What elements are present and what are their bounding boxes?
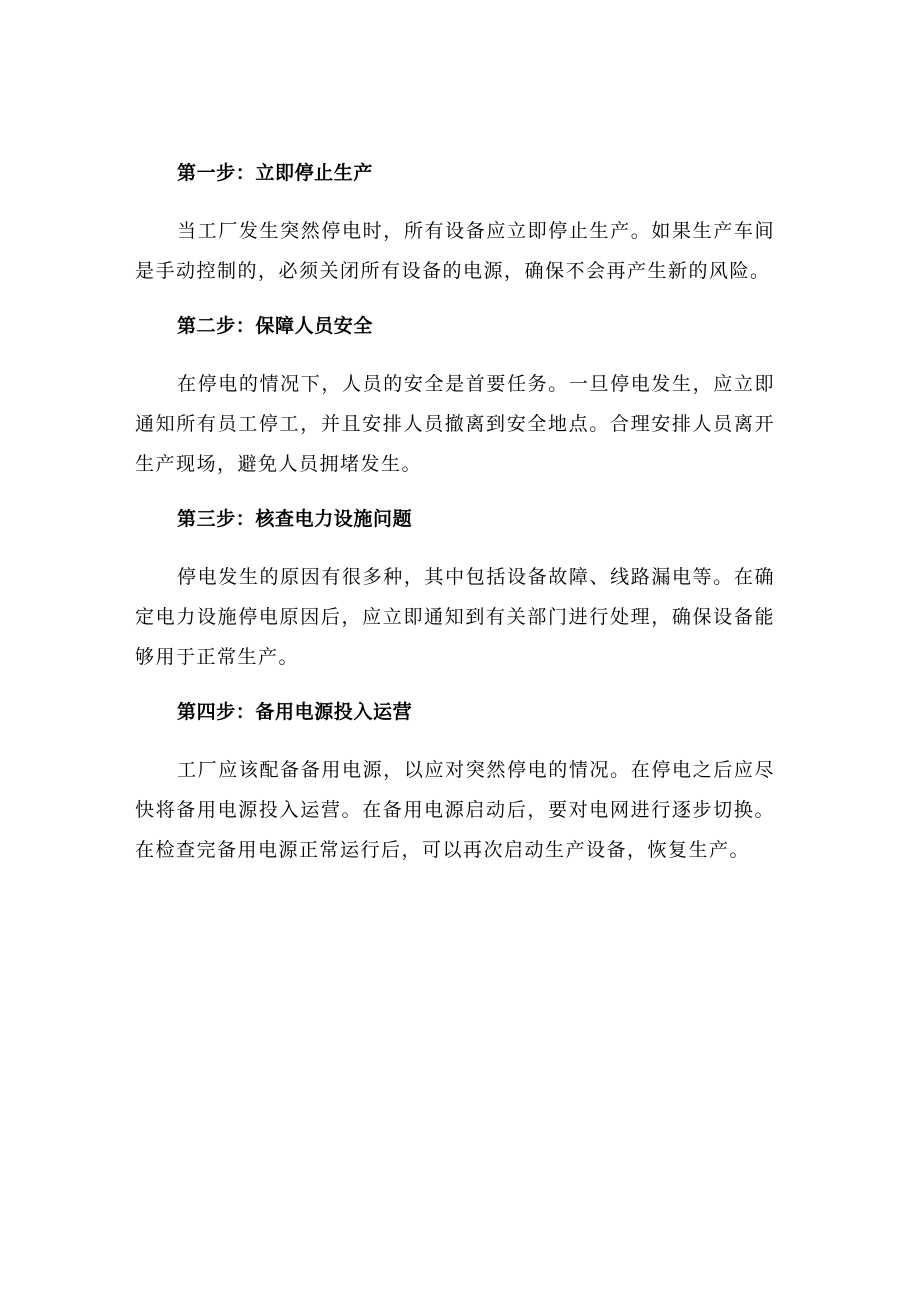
spacer xyxy=(135,677,775,696)
step-1-heading: 第一步：立即停止生产 xyxy=(177,162,374,184)
spacer xyxy=(135,291,775,310)
step-2-heading: 第二步：保障人员安全 xyxy=(177,315,374,337)
spacer xyxy=(135,535,775,557)
step-3-heading: 第三步：核查电力设施问题 xyxy=(177,508,413,530)
spacer xyxy=(135,484,775,503)
step-4-heading: 第四步：备用电源投入运营 xyxy=(177,701,413,723)
step-2-paragraph: 在停电的情况下，人员的安全是首要任务。一旦停电发生，应立即通知所有员工停工，并且安排人员撤离到安全地点。合理安排人员离开生产现场，避免人员拥堵发生。 xyxy=(135,373,775,475)
spacer xyxy=(135,728,775,750)
document-content xyxy=(135,157,775,870)
step-1-paragraph: 当工厂发生突然停电时，所有设备应立即停止生产。如果生产车间是手动控制的，必须关闭所有设备的电源，确保不会再产生新的风险。 xyxy=(135,220,775,282)
step-3-paragraph: 停电发生的原因有很多种，其中包括设备故障、线路漏电等。在确定电力设施停电原因后，应立即通知到有关部门进行处理，确保设备能够用于正常生产。 xyxy=(135,566,775,668)
spacer xyxy=(135,342,775,364)
spacer xyxy=(135,189,775,211)
step-4-paragraph: 工厂应该配备备用电源，以应对突然停电的情况。在停电之后应尽快将备用电源投入运营。在备用电源启动后，要对电网进行逐步切换。在检查完备用电源正常运行后，可以再次启动生产设备，恢复生产。 xyxy=(135,759,775,861)
